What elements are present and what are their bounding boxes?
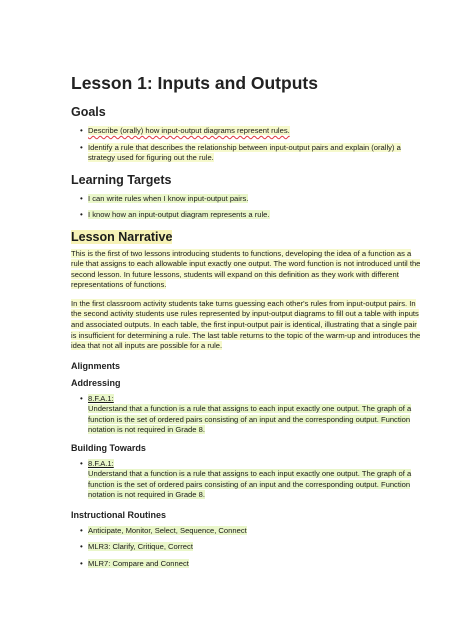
target-text: I can write rules when I know input-output pairs. [88, 193, 249, 203]
document-page [71, 72, 421, 577]
narrative-paragraph: This is the first of two lessons introducing students to functions, developing the idea of a function as a rule that assigns to each allowable input exactly one output. The word function is not introduced until the second lesson. In future lessons, students will expand on this definition as they work with different representations of functions. [71, 248, 421, 290]
addressing-list [71, 394, 421, 436]
narrative-heading: Lesson Narrative [71, 229, 173, 244]
goal-item [71, 126, 421, 137]
building-towards-heading: Building Towards [71, 442, 146, 453]
narrative-paragraph: In the first classroom activity students take turns guessing each other's rules from input-output pairs. In the second activity students use rules represented by input-output diagrams to fill out a table with inputs and associated outputs. In each table, the first input-output pair is identical, illustrating that a single pair is insufficient for determining a rule. The last table returns to the topic of the warm-up and introduces the idea that not all inputs are possible for a rule. [71, 298, 421, 351]
standard-code-link[interactable]: 8.F.A.1: [88, 458, 114, 468]
goals-heading: Goals [71, 105, 106, 119]
standard-text: Understand that a function is a rule that assigns to each input exactly one output. The graph of a function is the set of ordered pairs consisting of an input and the corresponding output. Function notation is not required in Grade 8. [88, 404, 412, 435]
goal-item [71, 143, 421, 164]
routine-link[interactable]: MLR3: Clarify, Critique, Correct [88, 542, 193, 552]
standard-code-link[interactable]: 8.F.A.1: [88, 393, 114, 403]
routine-item [71, 559, 421, 570]
routines-section [71, 509, 421, 570]
alignments-section [71, 360, 421, 501]
goal-text: Identify a rule that describes the relationship between input-output pairs and explain (orally) a strategy used for figuring out the rule. [88, 142, 401, 162]
targets-heading: Learning Targets [71, 172, 172, 187]
routine-item [71, 542, 421, 553]
goals-section [71, 104, 421, 164]
targets-list [71, 194, 421, 221]
standard-text: Understand that a function is a rule that assigns to each input exactly one output. The graph of a function is the set of ordered pairs consisting of an input and the corresponding output. Function notation is not required in Grade 8. [88, 469, 412, 500]
routines-list [71, 526, 421, 570]
goal-text: Describe (orally) how input-output diagrams represent rules. [88, 126, 290, 135]
standard-item [71, 459, 421, 501]
addressing-heading: Addressing [71, 377, 121, 388]
narrative-section [71, 229, 421, 352]
routines-heading: Instructional Routines [71, 509, 167, 520]
target-item [71, 210, 421, 221]
standard-item [71, 394, 421, 436]
page-title: Lesson 1: Inputs and Outputs [71, 73, 318, 93]
goals-list [71, 126, 421, 164]
routine-link[interactable]: MLR7: Compare and Connect [88, 558, 189, 568]
routine-link[interactable]: Anticipate, Monitor, Select, Sequence, Connect [88, 525, 247, 535]
target-text: I know how an input-output diagram represents a rule. [88, 210, 270, 219]
targets-section [71, 172, 421, 221]
routine-item [71, 526, 421, 537]
building-list [71, 459, 421, 501]
target-item [71, 194, 421, 205]
alignments-heading: Alignments [71, 360, 121, 371]
